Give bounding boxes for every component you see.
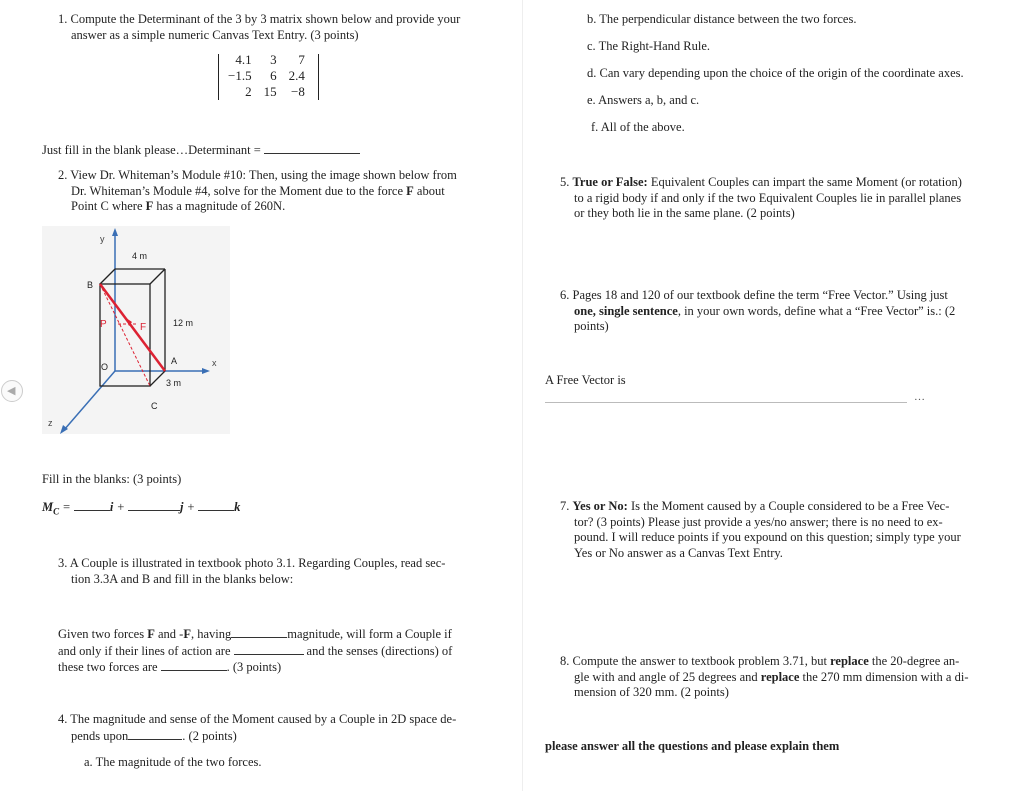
- q7-type: Yes or No:: [572, 499, 628, 513]
- force-vector: [100, 284, 165, 371]
- question-2: [58, 168, 518, 215]
- depends-upon-blank[interactable]: [128, 728, 182, 740]
- q3-line1: 3. A Couple is illustrated in textbook photo 3.1. Regarding Couples, read sec-: [58, 556, 446, 570]
- q7-line1: Is the Moment caused by a Couple considered to be a Free Vec-: [627, 499, 950, 513]
- matrix-cell: −1.5: [228, 68, 252, 83]
- determinant-matrix: [218, 52, 311, 100]
- matrix-cell: 2: [245, 84, 252, 99]
- matrix-row: [222, 52, 311, 68]
- q2-line1: 2. View Dr. Whiteman’s Module #10: Then, using the image shown below from: [58, 168, 457, 182]
- matrix-table: [222, 52, 311, 100]
- q2-force-label-2: F: [145, 199, 154, 213]
- question-3: [58, 556, 518, 587]
- q4-line1: 4. The magnitude and sense of the Moment caused by a Couple in 2D space de-: [58, 712, 457, 726]
- matrix-cell: 7: [298, 52, 305, 67]
- k-component-blank[interactable]: [198, 499, 234, 511]
- q4-line2b: . (2 points): [182, 728, 237, 743]
- question-7: [560, 499, 1010, 561]
- q6-emphasis: one, single sentence: [574, 303, 678, 318]
- footer-note: please answer all the questions and please explain them: [545, 739, 840, 753]
- q5-line1: Equivalent Couples can impart the same Moment (or rotation): [647, 175, 962, 189]
- chevron-left-icon: ◀: [7, 384, 16, 397]
- matrix-cell: 6: [270, 68, 277, 83]
- matrix-cell: 15: [263, 84, 277, 99]
- magnitude-blank[interactable]: [231, 626, 287, 638]
- previous-page-button[interactable]: [1, 380, 23, 402]
- q3-p1a: Given two forces: [58, 627, 148, 641]
- q4-option-c[interactable]: c. The Right-Hand Rule.: [587, 39, 711, 53]
- j-unit: j: [180, 500, 184, 514]
- matrix-cell: 2.4: [288, 68, 305, 83]
- moment-subscript: C: [53, 506, 60, 517]
- q3-p3b: . (3 points): [226, 660, 282, 674]
- q8-line2c: the 270 mm dimension with a di-: [799, 669, 969, 684]
- i-unit: i: [109, 500, 114, 514]
- plus-sign-2: +: [183, 500, 199, 514]
- q1-line1: 1. Compute the Determinant of the 3 by 3 matrix shown below and provide your: [58, 12, 461, 26]
- q6-line2: , in your own words, define what a “Free Vector” is.: (2: [677, 303, 956, 318]
- q3-force-f: F: [147, 627, 155, 641]
- point-a-label: A: [171, 356, 178, 366]
- senses-blank[interactable]: [161, 659, 227, 671]
- q4-option-f[interactable]: f. All of the above.: [591, 120, 685, 134]
- point-c-label: C: [151, 401, 158, 411]
- q3-p1c: and -: [154, 627, 184, 641]
- q7-number: 7.: [560, 499, 573, 513]
- q4-option-e[interactable]: e. Answers a, b, and c.: [587, 93, 700, 107]
- q3-p2a: and only if their lines of action are: [58, 643, 231, 658]
- q8-replace-1: replace: [830, 654, 869, 668]
- free-vector-prefix: A Free Vector is: [545, 373, 626, 387]
- moment-equation: [42, 499, 240, 520]
- matrix-row: [222, 68, 311, 84]
- determinant-fill-label: Just fill in the blank please…Determinant =: [42, 143, 264, 157]
- free-vector-answer-line[interactable]: [545, 402, 907, 403]
- q7-line4: Yes or No answer as a Canvas Text Entry.: [574, 545, 783, 560]
- point-p-label: P: [100, 319, 107, 330]
- question-4: [58, 712, 518, 744]
- q5-line3: or they both lie in the same plane. (2 points): [574, 206, 795, 220]
- matrix-row: [222, 84, 311, 100]
- q4-option-a[interactable]: a. The magnitude of the two forces.: [84, 755, 262, 769]
- question-1: [58, 12, 518, 43]
- question-5: [560, 175, 1010, 222]
- q3-force-neg-f: F: [183, 627, 191, 641]
- q8-line3: mension of 320 mm. (2 points): [574, 685, 729, 699]
- q2-line2: Dr. Whiteman’s Module #4, solve for the Moment due to the force: [71, 183, 407, 198]
- matrix-cell: 4.1: [235, 52, 252, 67]
- q3-p1e: , having: [190, 627, 232, 641]
- z-axis-label: z: [48, 418, 53, 428]
- ellipsis-text: …: [914, 391, 925, 403]
- point-f-label: F: [140, 322, 147, 333]
- dim-top-label: 4 m: [132, 251, 148, 261]
- q3-line2: tion 3.3A and B and fill in the blanks below:: [71, 571, 294, 586]
- q4-option-b[interactable]: b. The perpendicular distance between the two forces.: [587, 12, 857, 26]
- q4-line2a: pends upon: [71, 728, 129, 743]
- q7-line3: pound. I will reduce points if you expound on this question; simply type your: [574, 530, 961, 544]
- i-component-blank[interactable]: [74, 499, 110, 511]
- dim-bottom-label: 3 m: [166, 378, 182, 388]
- x-axis-label: x: [212, 358, 217, 368]
- q3-p1f: magnitude, will form a Couple if: [287, 627, 452, 641]
- q2-line2-end: about: [413, 183, 445, 198]
- determinant-fill-line: [42, 142, 402, 159]
- box-diagram: [42, 226, 230, 434]
- q8-replace-2: replace: [760, 669, 800, 684]
- q5-number: 5.: [560, 175, 573, 189]
- point-b-label: B: [87, 280, 94, 290]
- point-o-label: O: [101, 362, 109, 372]
- y-axis-label: y: [100, 234, 105, 244]
- q2-line3-end: has a magnitude of 260N.: [153, 199, 286, 213]
- dim-side-label: 12 m: [173, 318, 194, 328]
- q3-p3a: these two forces are: [58, 660, 158, 674]
- q2-line3: Point C where: [71, 199, 146, 213]
- q7-line2: tor? (3 points) Please just provide a yes/no answer; there is no need to ex-: [574, 514, 943, 529]
- z-axis: [64, 371, 115, 430]
- box-figure: [42, 226, 230, 434]
- column-divider: [522, 0, 523, 791]
- question-6: [560, 288, 1010, 335]
- q2-force-label: F: [406, 183, 414, 198]
- q3-blanks-paragraph: [58, 626, 518, 676]
- q4-option-d[interactable]: d. Can vary depending upon the choice of the origin of the coordinate axes.: [587, 66, 964, 80]
- q8-line1c: the 20-degree an-: [868, 654, 960, 668]
- j-component-blank[interactable]: [128, 499, 180, 511]
- q1-line2: answer as a simple numeric Canvas Text Entry. (3 points): [71, 27, 359, 42]
- q8-line1a: 8. Compute the answer to textbook problem 3.71, but: [560, 654, 831, 668]
- question-8: [560, 654, 1010, 701]
- matrix-cell: 3: [270, 52, 277, 67]
- q6-line1: 6. Pages 18 and 120 of our textbook define the term “Free Vector.” Using just: [560, 288, 948, 302]
- plus-sign-1: +: [113, 500, 128, 514]
- k-unit: k: [234, 500, 241, 514]
- q6-line3: points): [574, 319, 609, 333]
- q2-fill-label: Fill in the blanks: (3 points): [42, 472, 182, 486]
- lines-of-action-blank[interactable]: [234, 643, 304, 655]
- determinant-blank[interactable]: [264, 142, 360, 154]
- q3-p2b: and the senses (directions) of: [306, 643, 453, 658]
- matrix-cell: −8: [291, 84, 305, 99]
- equals-sign: =: [59, 500, 74, 514]
- moment-symbol: M: [42, 500, 54, 514]
- q8-line2a: gle with and angle of 25 degrees and: [574, 669, 761, 684]
- q5-line2: to a rigid body if and only if the two Equivalent Couples lie in parallel planes: [574, 190, 962, 205]
- q5-type: True or False:: [572, 175, 648, 189]
